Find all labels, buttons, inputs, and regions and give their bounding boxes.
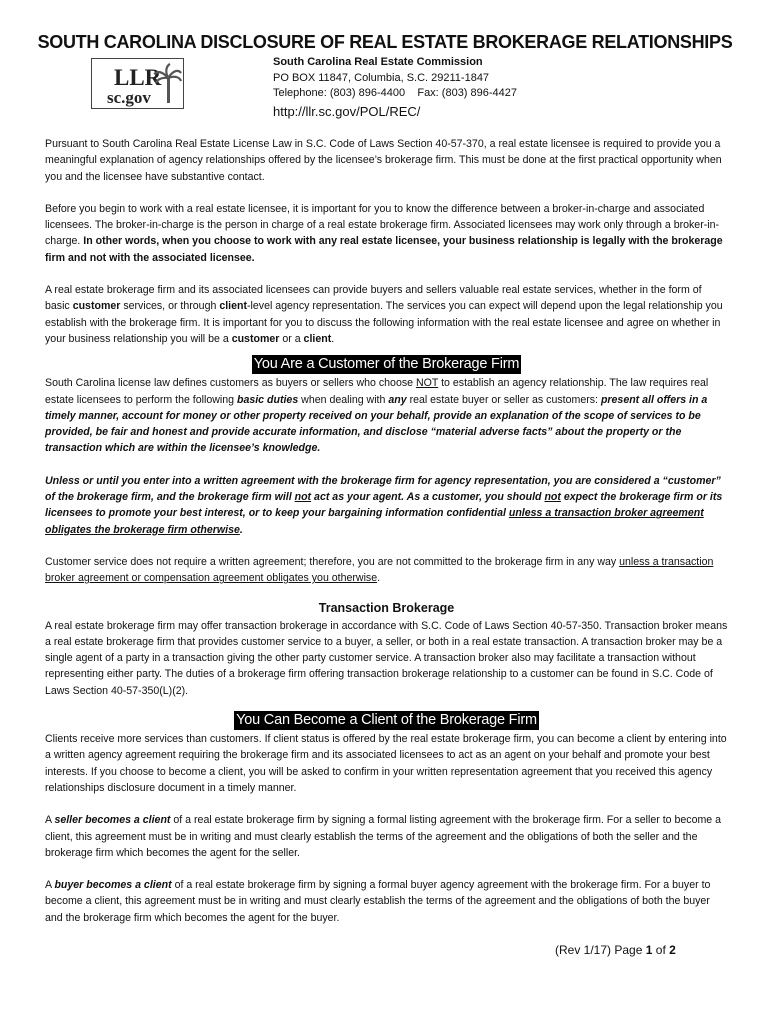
client-section-heading: You Can Become a Client of the Brokerage Firm — [236, 712, 537, 729]
customer-paragraph-2: Unless or until you enter into a written agreement with the brokerage firm for agency representation, you are considered a “customer” of the brokerage firm, and the brokerage firm will not act as your agent. As a customer, you should not expect the brokerage firm or its licensees to promote your best interest, or to keep your bargaining information confidential unless a transaction broker agreement obligates the brokerage firm otherwise. — [45, 474, 723, 536]
intro-paragraph-1: Pursuant to South Carolina Real Estate License Law in S.C. Code of Laws Section 40-57-370, a real estate licensee is required to provide you a meaningful explanation of agency relationships offered by the licensee’s brokerage firm. This must be done at the first practical opportunity when you and the licensee have substantive contact. — [45, 138, 722, 183]
footer-page-total: 2 — [669, 943, 676, 957]
logo-text-scgov: sc.gov — [107, 88, 151, 107]
client-section-heading-wrap — [45, 711, 728, 730]
commission-url[interactable]: http://llr.sc.gov/POL/REC/ — [273, 103, 421, 119]
page-footer — [555, 943, 676, 957]
llr-logo-graphic — [92, 59, 183, 108]
client-paragraph-3: A buyer becomes a client of a real estate brokerage firm by signing a formal buyer agency agreement with the brokerage firm. For a buyer to become a client, this agreement must be in writing and must clearly establish the terms of the agreement and the obligations of both the buyer and the brokerage firm which becomes the agent for the buyer. — [45, 879, 711, 924]
commission-address: PO BOX 11847, Columbia, S.C. 29211-1847 — [273, 71, 490, 84]
customer-paragraph-3: Customer service does not require a written agreement; therefore, you are not committed to the brokerage firm in any way unless a transaction broker agreement or compensation agreement obligates you otherwise. — [45, 555, 714, 585]
llr-logo — [91, 58, 184, 109]
customer-section-heading: You Are a Customer of the Brokerage Firm — [253, 356, 520, 373]
document-title: SOUTH CAROLINA DISCLOSURE OF REAL ESTATE BROKERAGE RELATIONSHIPS — [37, 32, 733, 52]
footer-rev: (Rev 1/17) Page — [555, 943, 643, 957]
transaction-brokerage-paragraph: A real estate brokerage firm may offer transaction brokerage in accordance with S.C. Code of Laws Section 40-57-350. Transaction broker means a real estate brokerage firm that provides customer service to a buyer, a seller, or both in a real estate transaction. A transaction broker may be a single agent of a party in a transaction giving the other party customer service. A transaction broker also may facilitate a transaction without representing either party. The duties of a brokerage firm offering transaction brokerage relationship to a customer can be found in S.C. Code of Laws Section 40-57-350(L)(2). — [45, 619, 728, 697]
intro-paragraph-3: A real estate brokerage firm and its associated licensees can provide buyers and sellers valuable real estate services, whether in the form of basic customer services, or through client-level agency representation. The services you can expect will depend upon the legal relationship you establish with the brokerage firm. It is important for you to discuss the following information with the real estate licensee and agree on whether in your business relationship you will be a customer or a client. — [45, 284, 723, 345]
customer-paragraph-1: South Carolina license law defines customers as buyers or sellers who choose NOT to establish an agency relationship. The law requires real estate licensees to perform the following basic duties when dealing with any real estate buyer or seller as customers: present all offers in a timely manner, account for money or other property received on your behalf, provide an explanation of the scope of services to be provided, be fair and honest and provide accurate information, and disclose “material adverse facts” about the property or the transaction which are within the licensee’s knowledge. — [45, 377, 709, 455]
client-paragraph-1: Clients receive more services than customers. If client status is offered by the real estate brokerage firm, you can become a client by entering into a written agency agreement requiring the brokerage firm and its associated licensees to act as an agent on your behalf and promote your best interests. If you choose to become a client, you will be asked to confirm in your written representation agreement that you received this agency relationships disclosure document in a timely manner. — [45, 733, 727, 794]
document-body — [45, 136, 728, 926]
intro-paragraph-2: Before you begin to work with a real estate licensee, it is important for you to know the difference between a broker-in-charge and associated licensees. The broker-in-charge is the person in charge of a real estate brokerage firm. Associated licensees may work only through a broker-in-charge. In other words, when you choose to work with any real estate licensee, your business relationship is legally with the brokerage firm and not with the associated licensee. — [45, 202, 723, 264]
footer-of: of — [655, 943, 666, 957]
commission-phone-fax — [273, 86, 517, 102]
commission-fax: Fax: (803) 896-4427 — [417, 87, 518, 99]
transaction-brokerage-heading: Transaction Brokerage — [318, 600, 455, 615]
commission-name: South Carolina Real Estate Commission — [273, 56, 483, 68]
client-paragraph-2: A seller becomes a client of a real estate brokerage firm by signing a formal listing agreement with the brokerage firm. For a seller to become a client, this agreement must be in writing and must clearly establish the terms of the agreement and the obligations of both the seller and the brokerage firm which becomes the agent for the seller. — [45, 814, 722, 859]
commission-phone: Telephone: (803) 896-4400 — [273, 87, 406, 99]
footer-page-number: 1 — [645, 943, 653, 957]
commission-contact-block — [273, 55, 517, 119]
logo-text-llr: LLR — [114, 65, 162, 90]
customer-section-heading-wrap — [45, 355, 728, 374]
